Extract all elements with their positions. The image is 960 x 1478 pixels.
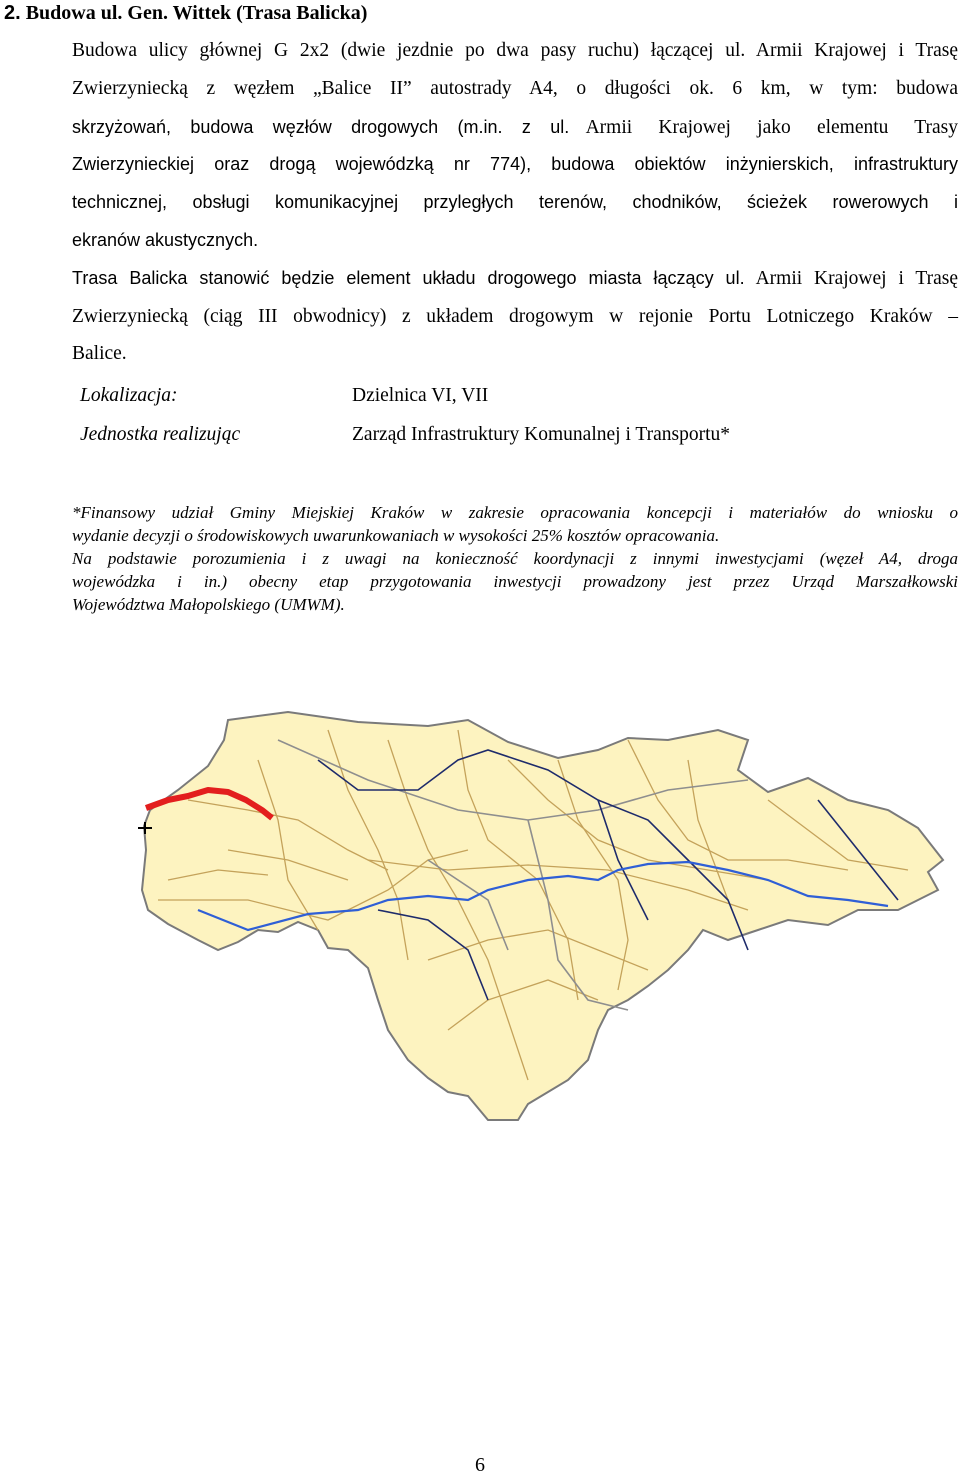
footnote-line-1: *Finansowy udział Gminy Miejskiej Kraków w zakresie opracowania koncepcji i materiałów do wniosku o <box>72 503 958 522</box>
paragraph2-line-1 <box>72 268 958 290</box>
location-value: Dzielnica VI, VII <box>352 385 489 406</box>
paragraph2-line-3: Balice. <box>72 343 127 364</box>
footnote-line-2: wydanie decyzji o środowiskowych uwarunkowaniach w wysokości 25% kosztów opracowania. <box>72 526 720 545</box>
city-map <box>128 700 958 1130</box>
paragraph1-line-5: technicznej, obsługi komunikacyjnej przyległych terenów, chodników, ścieżek rowerowych i <box>72 192 958 212</box>
paragraph2-line-1-part-a: Trasa Balicka stanowić będzie element układu drogowego miasta łączący ul. <box>72 268 745 288</box>
paragraph1-line-3-part-b: Armii Krajowej jako elementu Trasy <box>585 117 958 138</box>
footnote-line-5: Województwa Małopolskiego (UMWM). <box>72 595 345 614</box>
section-heading <box>4 2 367 25</box>
footnote-line-4: wojewódzka i in.) obecny etap przygotowania inwestycji prowadzony jest przez Urząd Marszałkowski <box>72 572 958 591</box>
footnote-line-3: Na podstawie porozumienia i z uwagi na konieczność koordynacji z innymi inwestycjami (węzeł A4, droga <box>72 549 958 568</box>
paragraph2-line-1-part-b: Armii Krajowej i Trasę <box>755 268 958 289</box>
section-title: Budowa ul. Gen. Wittek (Trasa Balicka) <box>25 2 368 24</box>
paragraph1-line-1: Budowa ulicy głównej G 2x2 (dwie jezdnie po dwa pasy ruchu) łączącej ul. Armii Krajowej i Trasę <box>72 40 958 61</box>
paragraph1-line-4: Zwierzynieckiej oraz drogą wojewódzką nr 774), budowa obiektów inżynierskich, infrastruktury <box>72 154 958 174</box>
unit-value: Zarząd Infrastruktury Komunalnej i Transportu* <box>352 424 731 445</box>
paragraph2-line-2: Zwierzyniecką (ciąg III obwodnicy) z układem drogowym w rejonie Portu Lotniczego Kraków – <box>72 306 958 327</box>
section-number: 2. <box>4 2 21 24</box>
paragraph1-line-2: Zwierzyniecką z węzłem „Balice II” autostrady A4, o długości ok. 6 km, w tym: budowa <box>72 78 958 99</box>
paragraph1-line-3 <box>72 117 958 139</box>
unit-label: Jednostka realizując <box>80 424 241 445</box>
paragraph1-line-6: ekranów akustycznych. <box>72 230 259 250</box>
page-number: 6 <box>475 1454 485 1476</box>
paragraph1-line-3-part-a: skrzyżowań, budowa węzłów drogowych (m.in. z ul. <box>72 117 570 137</box>
location-label: Lokalizacja: <box>80 385 178 406</box>
